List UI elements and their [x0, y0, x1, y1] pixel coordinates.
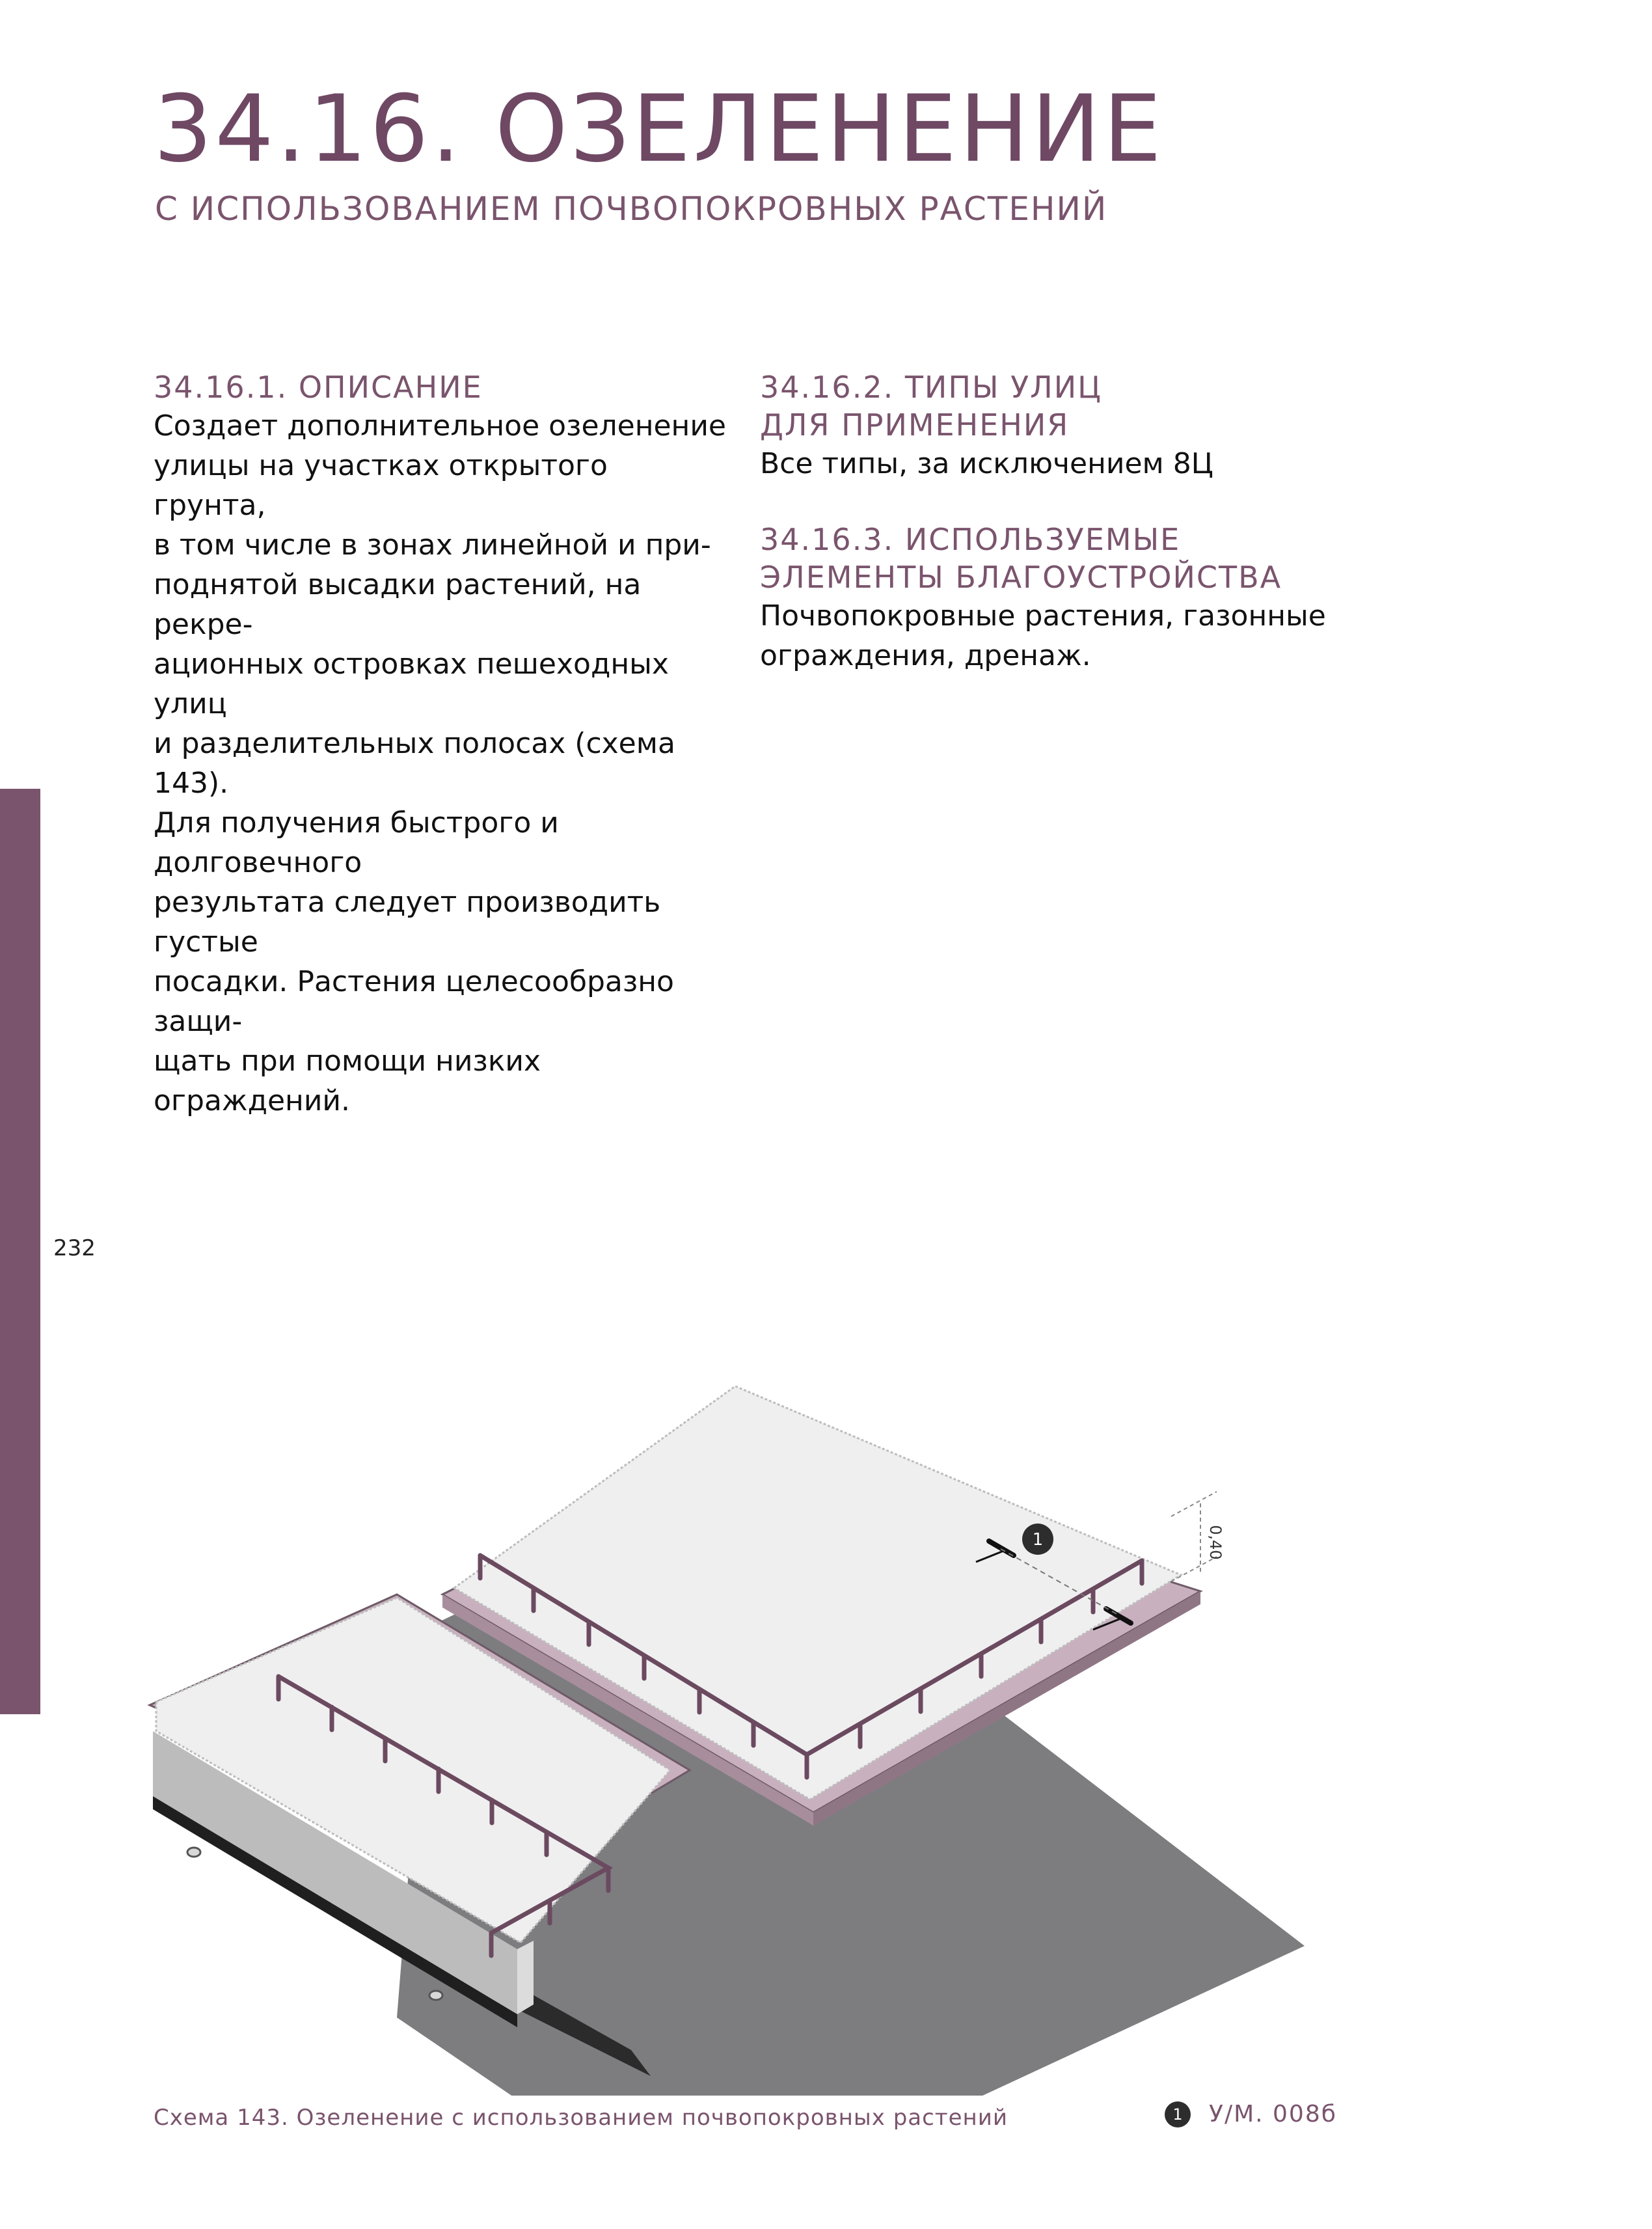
- description-line: в том числе в зонах линейной и при-: [154, 528, 711, 562]
- description-line: щать при помощи низких ограждений.: [154, 1045, 541, 1117]
- drain-pipe: [429, 1991, 442, 2000]
- description-line: улицы на участках открытого грунта,: [154, 449, 608, 522]
- description-body: [154, 406, 726, 1121]
- side-color-bar: [0, 789, 40, 1714]
- reference: [1165, 2101, 1337, 2127]
- page-number: 232: [53, 1235, 96, 1261]
- elements-line: Почвопокровные растения, газонные: [760, 599, 1326, 633]
- section-description: [154, 368, 726, 1121]
- figure-caption: Схема 143. Озеленение с использованием почвопокровных растений: [154, 2105, 1008, 2131]
- reference-code: У/М. 008б: [1209, 2101, 1337, 2127]
- description-line: поднятой высадки растений, на рекре-: [154, 568, 642, 641]
- street-types-heading-line: 34.16.2. ТИПЫ УЛИЦ: [760, 370, 1102, 405]
- planting-diagram: [130, 1315, 1334, 2096]
- page-subtitle: С ИСПОЛЬЗОВАНИЕМ ПОЧВОПОКРОВНЫХ РАСТЕНИЙ: [155, 190, 1108, 228]
- street-types-heading-line: ДЛЯ ПРИМЕНЕНИЯ: [760, 407, 1070, 443]
- small-island-end: [517, 1941, 534, 2014]
- street-types-body: Все типы, за исключением 8Ц: [760, 447, 1213, 480]
- description-line: результата следует производить густые: [154, 886, 661, 959]
- reference-badge: 1: [1165, 2101, 1191, 2127]
- elements-body: [760, 596, 1385, 676]
- section-elements: [760, 521, 1385, 676]
- description-heading: 34.16.1. ОПИСАНИЕ: [154, 370, 483, 405]
- description-line: Для получения быстрого и долговечного: [154, 806, 559, 879]
- description-line: посадки. Растения целесообразно защи-: [154, 965, 674, 1038]
- street-types-heading: [760, 368, 1385, 444]
- callout-number: 1: [1032, 1530, 1044, 1550]
- section-street-types: [760, 368, 1385, 484]
- description-line: ационных островках пешеходных улиц: [154, 648, 669, 720]
- dimension-label: 0,40: [1206, 1525, 1225, 1560]
- page-title: 34.16. ОЗЕЛЕНЕНИЕ: [154, 75, 1165, 183]
- drain-pipe: [187, 1848, 200, 1857]
- description-line: Создает дополнительное озеленение: [154, 409, 726, 443]
- description-line: и разделительных полосах (схема 143).: [154, 727, 675, 800]
- elements-heading: [760, 521, 1385, 596]
- elements-line: ограждения, дренаж.: [760, 639, 1091, 672]
- elements-heading-line: 34.16.3. ИСПОЛЬЗУЕМЫЕ: [760, 522, 1181, 557]
- elements-heading-line: ЭЛЕМЕНТЫ БЛАГОУСТРОЙСТВА: [760, 560, 1282, 595]
